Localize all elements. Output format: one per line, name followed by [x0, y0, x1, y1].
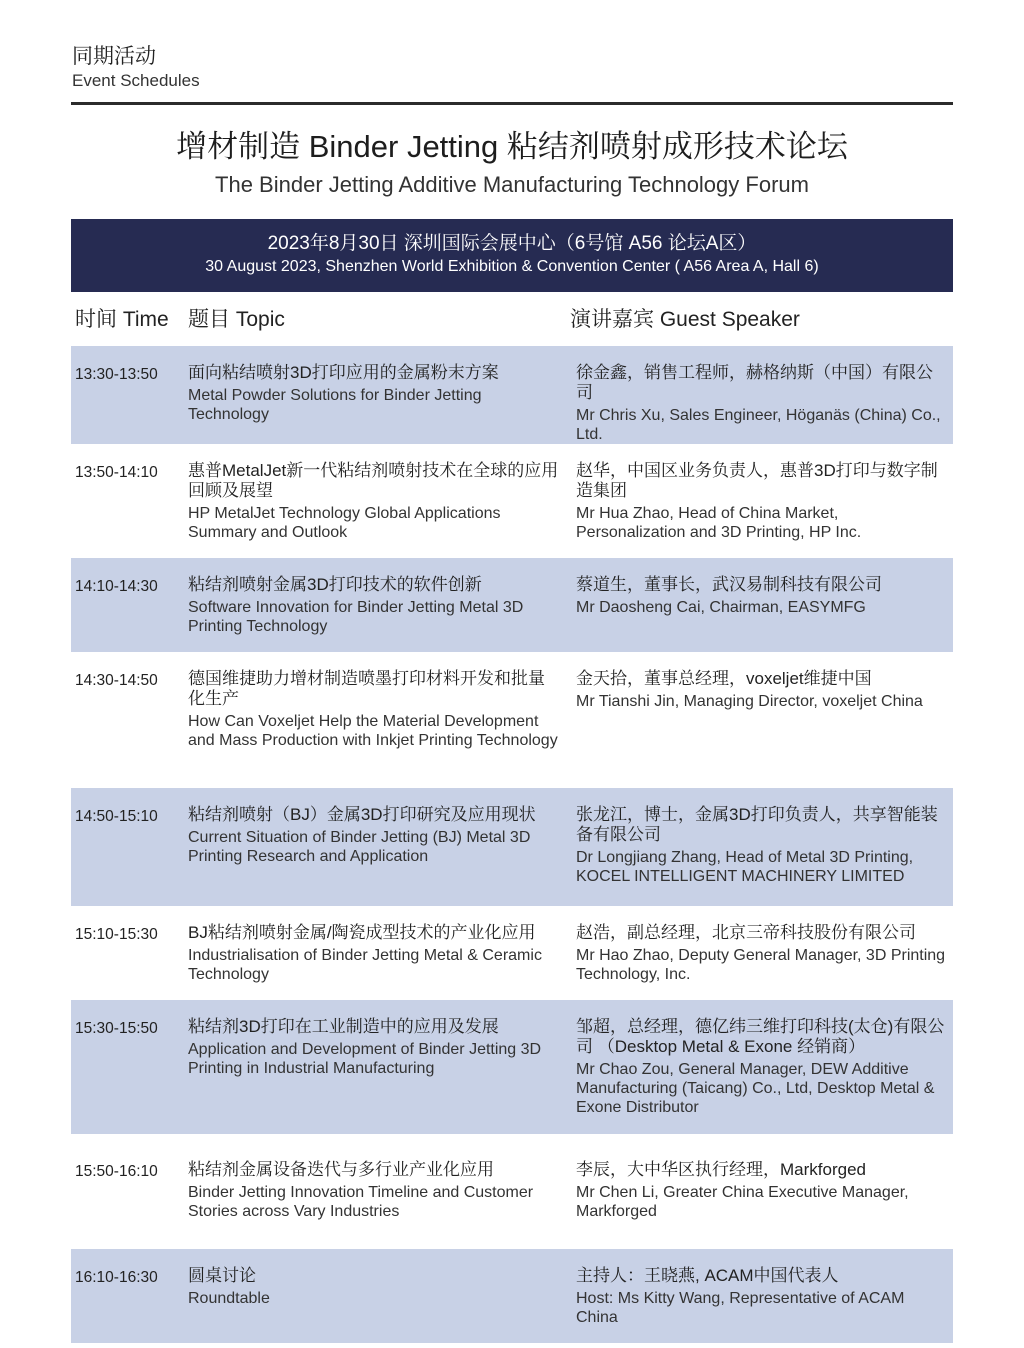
table-row	[71, 444, 953, 558]
forum-title-cn: 增材制造 Binder Jetting 粘结剂喷射成形技术论坛	[176, 129, 848, 164]
header-topic: 题目 Topic	[188, 308, 285, 331]
speaker-cn: 邹超，总经理，德亿纬三维打印科技(太仓)有限公司 （Desktop Metal & Exone 经销商）	[576, 1017, 945, 1056]
topic-cn: 面向粘结喷射3D打印应用的金属粉末方案	[188, 363, 499, 382]
session-topic	[188, 461, 560, 542]
speaker-cn: 张龙江，博士，金属3D打印负责人，共享智能装备有限公司	[576, 805, 938, 844]
session-time: 16:10-16:30	[75, 1269, 158, 1286]
session-topic	[188, 1266, 560, 1308]
speaker-en: Mr Daosheng Cai, Chairman, EASYMFG	[576, 599, 866, 616]
session-speaker	[576, 461, 948, 542]
speaker-cn: 赵浩，副总经理，北京三帝科技股份有限公司	[576, 923, 916, 942]
speaker-cn: 徐金鑫，销售工程师，赫格纳斯（中国）有限公司	[576, 363, 933, 402]
table-row	[71, 1143, 953, 1249]
topic-cn: 粘结剂金属设备迭代与多行业产业化应用	[188, 1160, 494, 1179]
table-row	[71, 906, 953, 1000]
speaker-en: Mr Chen Li, Greater China Executive Manager, Markforged	[576, 1184, 909, 1220]
speaker-en: Mr Tianshi Jin, Managing Director, voxeljet China	[576, 693, 923, 710]
header-divider	[71, 102, 953, 105]
topic-cn: 粘结剂喷射金属3D打印技术的软件创新	[188, 575, 482, 594]
session-speaker	[576, 805, 948, 886]
date-venue-banner	[71, 219, 953, 292]
session-time: 14:10-14:30	[75, 578, 158, 595]
topic-en: Current Situation of Binder Jetting (BJ) Metal 3D Printing Research and Application	[188, 829, 531, 865]
topic-en: Roundtable	[188, 1290, 270, 1307]
table-row	[71, 652, 953, 788]
speaker-cn: 李辰，大中华区执行经理，Markforged	[576, 1160, 866, 1179]
session-speaker	[576, 1017, 948, 1117]
topic-cn: 粘结剂喷射（BJ）金属3D打印研究及应用现状	[188, 805, 536, 824]
topic-cn: 惠普MetalJet新一代粘结剂喷射技术在全球的应用回顾及展望	[188, 461, 559, 500]
session-topic	[188, 1160, 560, 1221]
session-time: 13:50-14:10	[75, 464, 158, 481]
session-speaker	[576, 575, 948, 617]
topic-en: Binder Jetting Innovation Timeline and Customer Stories across Vary Industries	[188, 1184, 534, 1220]
speaker-en: Mr Hao Zhao, Deputy General Manager, 3D Printing Technology, Inc.	[576, 947, 946, 983]
section-title-cn: 同期活动	[72, 45, 156, 68]
section-title-en: Event Schedules	[72, 71, 200, 90]
session-speaker	[576, 669, 948, 711]
topic-cn: 粘结剂3D打印在工业制造中的应用及发展	[188, 1017, 499, 1036]
topic-en: Industrialisation of Binder Jetting Metal & Ceramic Technology	[188, 947, 542, 983]
header-time: 时间 Time	[75, 308, 169, 331]
session-topic	[188, 363, 560, 424]
session-time: 14:50-15:10	[75, 808, 158, 825]
session-time: 15:30-15:50	[75, 1020, 158, 1037]
session-time: 15:10-15:30	[75, 926, 158, 943]
topic-cn: BJ粘结剂喷射金属/陶瓷成型技术的产业化应用	[188, 923, 536, 942]
table-row	[71, 1000, 953, 1134]
speaker-cn: 主持人：王晓燕, ACAM中国代表人	[576, 1266, 839, 1285]
speaker-en: Mr Hua Zhao, Head of China Market, Personalization and 3D Printing, HP Inc.	[576, 505, 862, 541]
speaker-cn: 蔡道生，董事长，武汉易制科技有限公司	[576, 575, 882, 594]
session-topic	[188, 575, 560, 636]
section-heading	[72, 44, 200, 92]
topic-en: HP MetalJet Technology Global Applications Summary and Outlook	[188, 505, 501, 541]
speaker-en: Dr Longjiang Zhang, Head of Metal 3D Printing, KOCEL INTELLIGENT MACHINERY LIMITED	[576, 849, 914, 885]
header-speaker: 演讲嘉宾 Guest Speaker	[570, 308, 800, 331]
topic-en: Software Innovation for Binder Jetting Metal 3D Printing Technology	[188, 599, 524, 635]
date-venue-en: 30 August 2023, Shenzhen World Exhibition & Convention Center ( A56 Area A, Hall 6)	[205, 258, 819, 275]
speaker-en: Mr Chris Xu, Sales Engineer, Höganäs (China) Co., Ltd.	[576, 407, 941, 443]
table-row	[71, 788, 953, 906]
topic-cn: 圆桌讨论	[188, 1266, 256, 1285]
speaker-cn: 金天拾，董事总经理，voxeljet维捷中国	[576, 669, 872, 688]
session-speaker	[576, 1160, 948, 1221]
speaker-cn: 赵华，中国区业务负责人，惠普3D打印与数字制造集团	[576, 461, 938, 500]
topic-en: Metal Powder Solutions for Binder Jetting Technology	[188, 387, 482, 423]
date-venue-cn: 2023年8月30日 深圳国际会展中心（6号馆 A56 论坛A区）	[267, 233, 757, 254]
topic-en: How Can Voxeljet Help the Material Development and Mass Production with Inkjet Printing Technology	[188, 713, 558, 749]
topic-cn: 德国维捷助力增材制造喷墨打印材料开发和批量化生产	[188, 669, 545, 708]
table-row	[71, 346, 953, 444]
table-row	[71, 558, 953, 652]
session-speaker	[576, 923, 948, 984]
session-topic	[188, 669, 560, 750]
forum-title-en: The Binder Jetting Additive Manufacturing Technology Forum	[215, 172, 809, 197]
session-speaker	[576, 1266, 948, 1327]
speaker-en: Mr Chao Zou, General Manager, DEW Additive Manufacturing (Taicang) Co., Ltd, Desktop Metal & Exone Distributor	[576, 1061, 935, 1116]
speaker-en: Host: Ms Kitty Wang, Representative of ACAM China	[576, 1290, 905, 1326]
session-time: 14:30-14:50	[75, 672, 158, 689]
session-topic	[188, 1017, 560, 1078]
table-row	[71, 1249, 953, 1343]
session-topic	[188, 805, 560, 866]
session-speaker	[576, 363, 948, 444]
forum-title	[0, 128, 1024, 200]
session-topic	[188, 923, 560, 984]
session-time: 13:30-13:50	[75, 366, 158, 383]
topic-en: Application and Development of Binder Jetting 3D Printing in Industrial Manufacturing	[188, 1041, 542, 1077]
session-time: 15:50-16:10	[75, 1163, 158, 1180]
table-header	[71, 305, 953, 335]
